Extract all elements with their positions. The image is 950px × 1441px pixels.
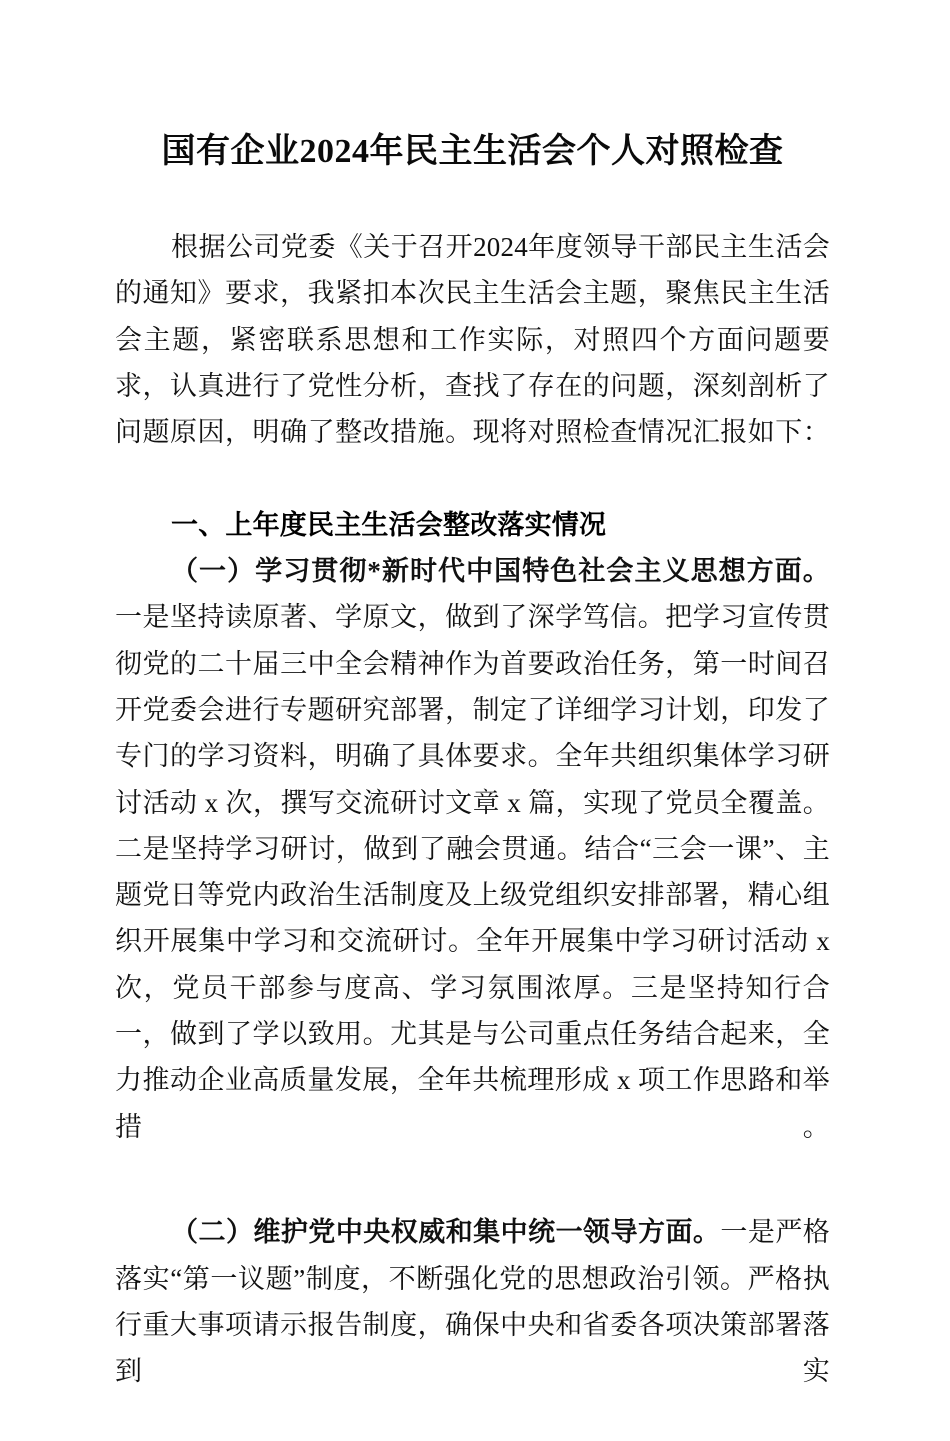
- section-heading-one: 一、上年度民主生活会整改落实情况: [171, 509, 607, 540]
- subsection-two-text: 一是严格落实“第一议题”制度，不断强化党的思想政治引领。严格执行重大事项请示报告制度，确保中央和省委各项决策部署落到实: [115, 1217, 830, 1387]
- title-spacer: [115, 176, 830, 224]
- page-title: 国有企业2024年民主生活会个人对照检查: [161, 133, 784, 170]
- intro-paragraph: 根据公司党委《关于召开2024年度领导干部民主生活会的通知》要求，我紧扣本次民主生活会主题，聚焦民主生活会主题，紧密联系思想和工作实际，对照四个方面问题要求，认真进行了党性分析，查找了存在的问题，深刻剖析了问题原因，明确了整改措施。现将对照检查情况汇报如下：: [115, 232, 830, 448]
- paragraph-gap: [115, 1196, 830, 1209]
- subsection-one-lead: （一）学习贯彻*新时代中国特色社会主义思想方面。: [171, 556, 830, 587]
- document-body: [115, 118, 830, 1441]
- subsection-one-paragraph: [115, 548, 830, 1196]
- subsection-two-paragraph: [115, 1209, 830, 1440]
- subsection-two-lead: （二）维护党中央权威和集中统一领导方面。: [171, 1217, 721, 1248]
- subsection-one-text: 一是坚持读原著、学原文，做到了深学笃信。把学习宣传贯彻党的二十届三中全会精神作为首要政治任务，第一时间召开党委会进行专题研究部署，制定了详细学习计划，印发了专门的学习资料，明确了具体要求。全年共组织集体学习研讨活动 x 次，撰写交流研讨文章 x 篇，实现了党员全覆盖。二是坚持学习研讨，做到了融会贯通。结合“三会一课”、主题党日等党内政治生活制度及上级党组织安排部署，精心组织开展集中学习和交流研讨。全年开展集中学习研讨活动 x 次，党员干部参与度高、学习氛围浓厚。三是坚持知行合一，做到了学以致用。尤其是与公司重点任务结合起来，全力推动企业高质量发展，全年共梳理形成 x 项工作思路和举措。: [115, 602, 830, 1142]
